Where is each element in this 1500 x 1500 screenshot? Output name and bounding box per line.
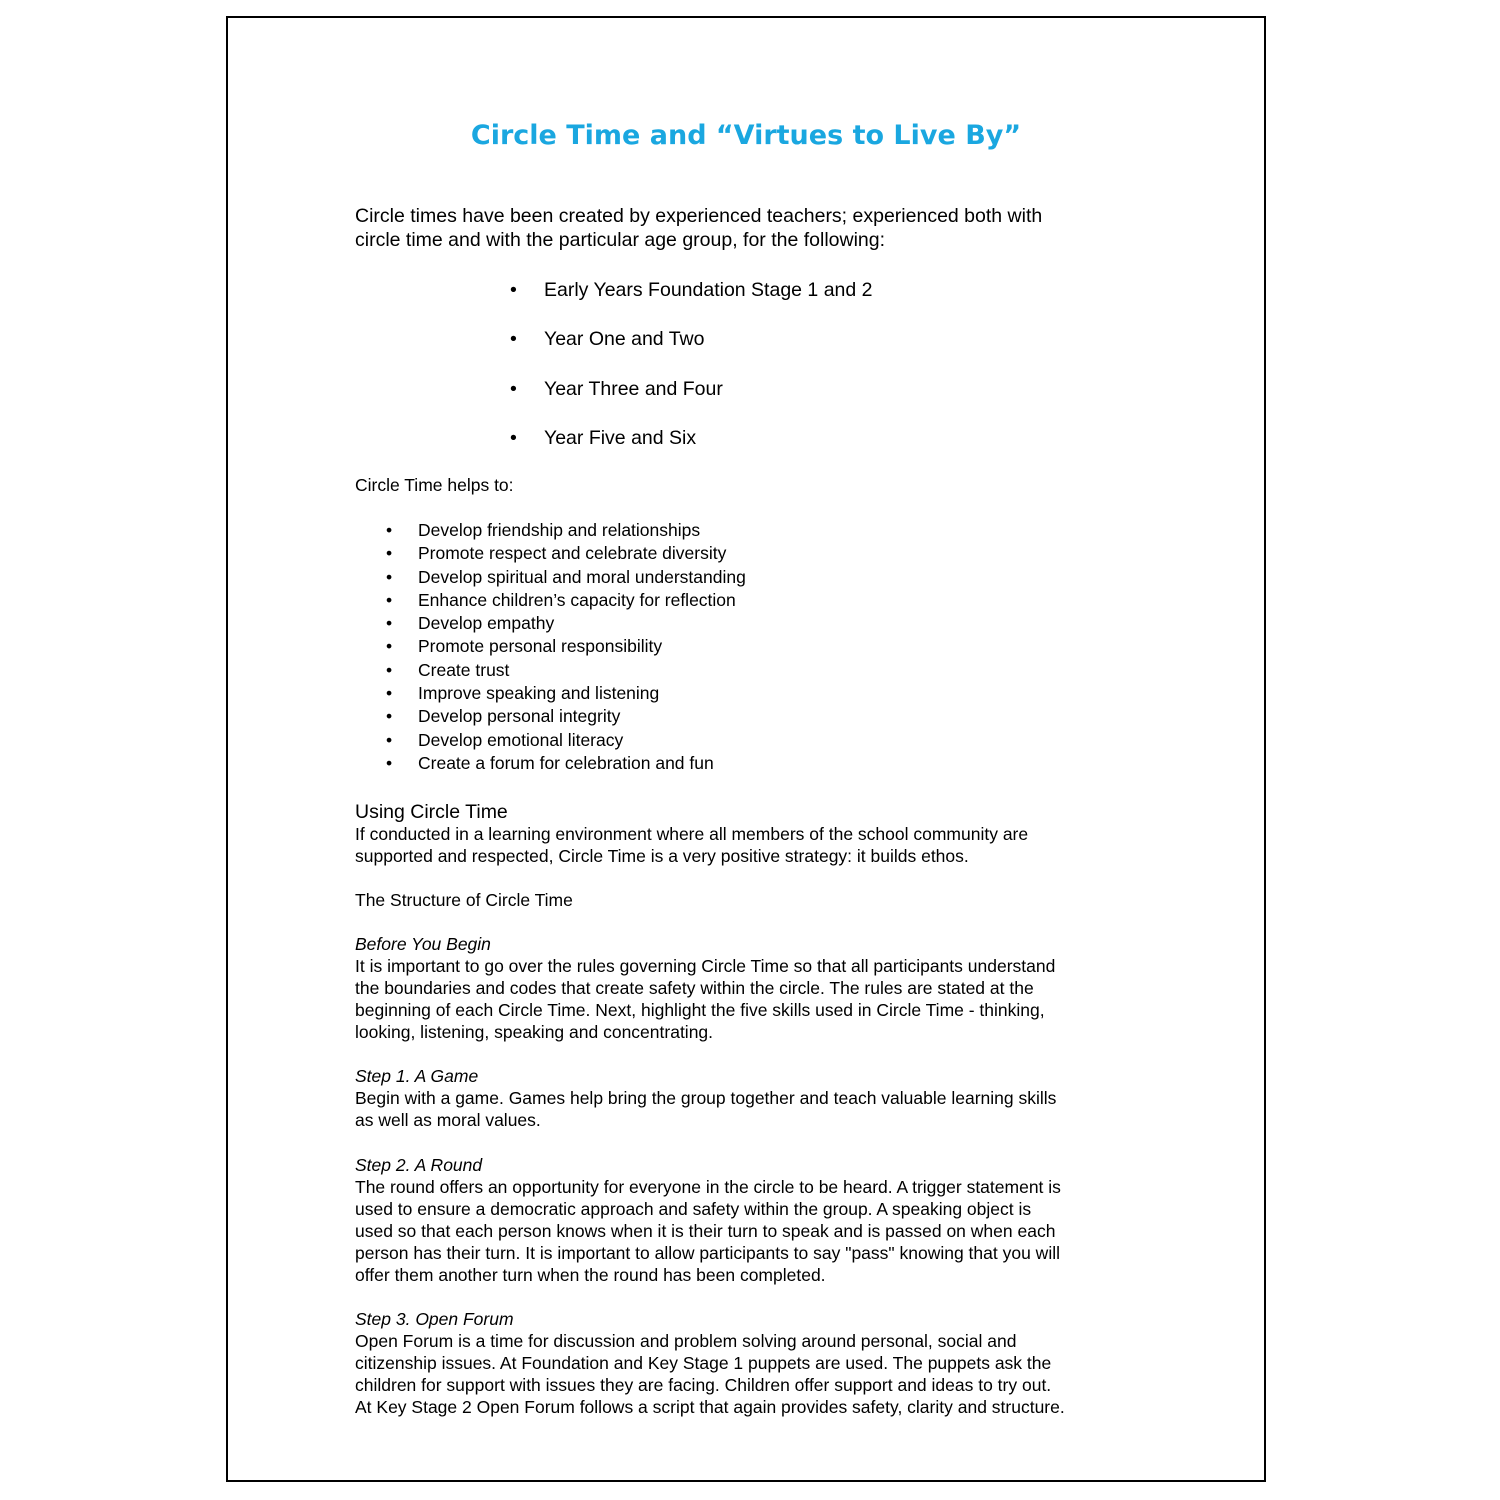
benefit-item: • Develop spiritual and moral understanding: [386, 566, 746, 589]
step3-paragraph: [355, 1330, 1155, 1418]
paragraph-line: beginning of each Circle Time. Next, highlight the five skills used in Circle Time - thinking,: [355, 1000, 1045, 1020]
benefit-item: • Promote respect and celebrate diversity: [386, 542, 746, 565]
before-heading: Before You Begin: [355, 934, 491, 954]
benefit-item: • Develop personal integrity: [386, 705, 746, 728]
benefit-item: • Develop emotional literacy: [386, 729, 746, 752]
step2-paragraph: [355, 1176, 1155, 1286]
age-group-item: • Year Three and Four: [508, 376, 873, 425]
benefit-item: • Improve speaking and listening: [386, 682, 746, 705]
intro-line: Circle times have been created by experienced teachers; experienced both with: [355, 205, 1043, 227]
paragraph-line: looking, listening, speaking and concentrating.: [355, 1022, 714, 1042]
benefit-item: • Create trust: [386, 659, 746, 682]
helps-heading: Circle Time helps to:: [355, 475, 514, 495]
step1-paragraph: [355, 1087, 1155, 1131]
paragraph-line: supported and respected, Circle Time is a very positive strategy: it builds ethos.: [355, 846, 969, 866]
age-group-item: • Early Years Foundation Stage 1 and 2: [508, 277, 873, 326]
step2-heading: Step 2. A Round: [355, 1155, 483, 1175]
intro-line: circle time and with the particular age group, for the following:: [355, 229, 886, 251]
page-title: Circle Time and “Virtues to Live By”: [470, 120, 1022, 151]
benefit-item: • Promote personal responsibility: [386, 635, 746, 658]
benefit-item: • Enhance children’s capacity for reflection: [386, 589, 746, 612]
before-paragraph: [355, 955, 1155, 1043]
paragraph-line: used to ensure a democratic approach and safety within the group. A speaking object is: [355, 1199, 1032, 1219]
paragraph-line: citizenship issues. At Foundation and Key Stage 1 puppets are used. The puppets ask the: [355, 1353, 1052, 1373]
age-group-item: • Year One and Two: [508, 326, 873, 375]
structure-heading: The Structure of Circle Time: [355, 890, 573, 910]
paragraph-line: If conducted in a learning environment where all members of the school community are: [355, 824, 1029, 844]
paragraph-line: At Key Stage 2 Open Forum follows a script that again provides safety, clarity and structure.: [355, 1397, 1065, 1417]
paragraph-line: Begin with a game. Games help bring the group together and teach valuable learning skills: [355, 1088, 1057, 1108]
paragraph-line: as well as moral values.: [355, 1110, 541, 1130]
benefit-item: • Develop friendship and relationships: [386, 519, 746, 542]
step3-heading: Step 3. Open Forum: [355, 1309, 514, 1329]
paragraph-line: used so that each person knows when it is their turn to speak and is passed on when each: [355, 1221, 1056, 1241]
paragraph-line: It is important to go over the rules governing Circle Time so that all participants understand: [355, 956, 1056, 976]
benefits-list: [386, 519, 746, 775]
intro-paragraph: [355, 204, 1145, 252]
paragraph-line: person has their turn. It is important to allow participants to say "pass" knowing that you will: [355, 1243, 1060, 1263]
step1-heading: Step 1. A Game: [355, 1066, 479, 1086]
using-heading: Using Circle Time: [355, 801, 508, 823]
document-page: [226, 16, 1266, 1482]
paragraph-line: children for support with issues they are facing. Children offer support and ideas to try out.: [355, 1375, 1052, 1395]
using-paragraph: [355, 823, 1155, 867]
age-group-list: [508, 277, 873, 474]
paragraph-line: Open Forum is a time for discussion and problem solving around personal, social and: [355, 1331, 1017, 1351]
age-group-item: • Year Five and Six: [508, 425, 873, 474]
paragraph-line: the boundaries and codes that create safety within the circle. The rules are stated at the: [355, 978, 1034, 998]
benefit-item: • Develop empathy: [386, 612, 746, 635]
paragraph-line: offer them another turn when the round has been completed.: [355, 1265, 826, 1285]
benefit-item: • Create a forum for celebration and fun: [386, 752, 746, 775]
paragraph-line: The round offers an opportunity for everyone in the circle to be heard. A trigger statement is: [355, 1177, 1061, 1197]
